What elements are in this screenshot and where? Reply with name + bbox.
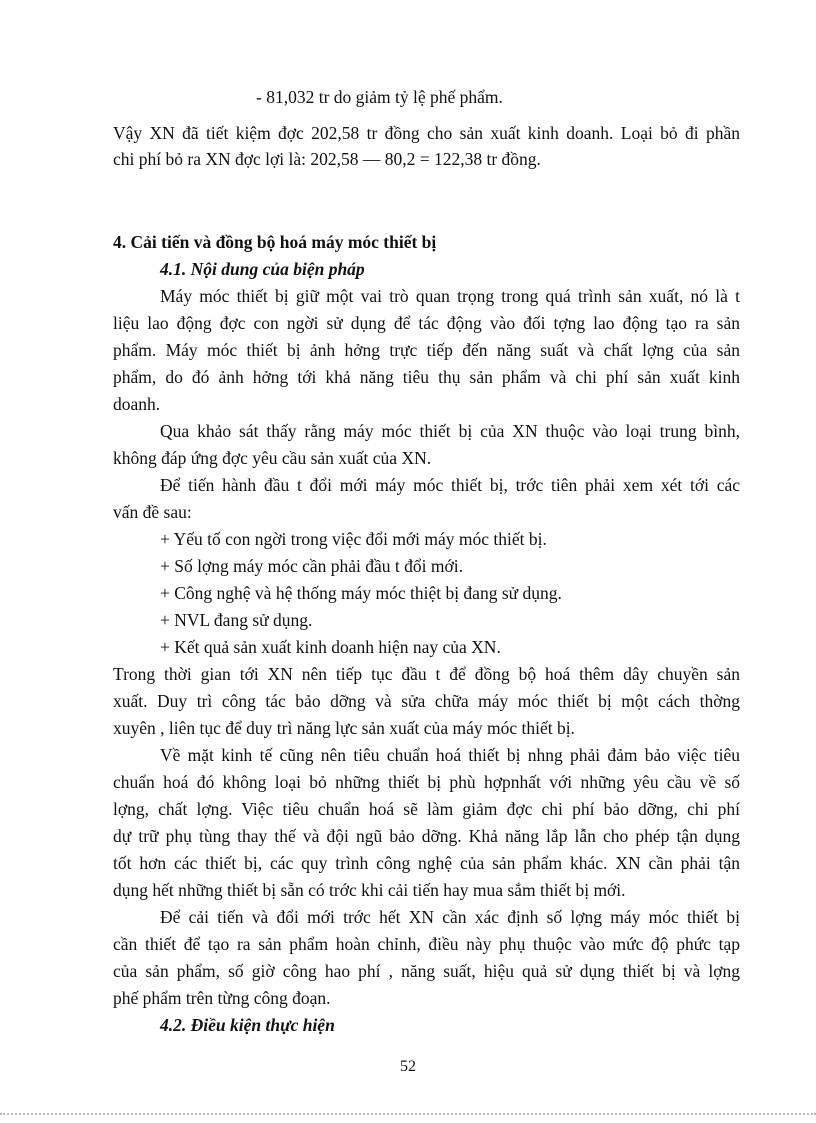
paragraph-line: doanh. (113, 394, 161, 414)
paragraph-line: liệu lao động đợc con ngời sử dụng để tác động vào đối tợng lao động tạo ra sản (113, 313, 740, 333)
paragraph-line: Vậy XN đã tiết kiệm đợc 202,58 tr đồng cho sản xuất kinh doanh. Loại bỏ đi phần (113, 123, 740, 143)
paragraph-line: cần thiết để tạo ra sản phẩm hoàn chỉnh, điều này phụ thuộc vào mức độ phức tạp (113, 934, 740, 954)
paragraph-line: Máy móc thiết bị giữ một vai trò quan trọng trong quá trình sản xuất, nó là t (160, 286, 740, 306)
paragraph-line: tốt hơn các thiết bị, các quy trình công nghệ của sản phẩm khác. XN cần phải tận (113, 853, 740, 873)
paragraph-line: chuẩn hoá đó không loại bỏ những thiết bị phù hợpnhất với những yêu cầu về số (113, 772, 740, 792)
paragraph-line: phẩm. Máy móc thiết bị ảnh hởng trực tiếp đến năng suất và chất lợng của sản (113, 340, 740, 360)
paragraph-line: dự trữ phụ tùng thay thế và đội ngũ bảo dỡng. Khả năng lắp lẫn cho phép tận dụng (113, 826, 740, 846)
paragraph-line: xuyên , liên tục để duy trì năng lực sản xuất của máy móc thiết bị. (113, 718, 575, 738)
paragraph-line: xuất. Duy trì công tác bảo dỡng và sửa chữa máy móc thiết bị một cách thờng (113, 691, 740, 711)
paragraph-line: phẩm, do đó ảnh hởng tới khả năng tiêu thụ sản phẩm và chi phí sản xuất kinh (113, 367, 740, 387)
paragraph-line: không đáp ứng đợc yêu cầu sản xuất của XN. (113, 448, 432, 468)
list-item: + Yếu tố con ngời trong việc đổi mới máy móc thiết bị. (160, 529, 547, 549)
paragraph-line: lợng, chất lợng. Việc tiêu chuẩn hoá sẽ làm giảm đợc chi phí bảo dỡng, chi phí (113, 799, 740, 819)
paragraph-line: của sản phẩm, số giờ công hao phí , năng suất, hiệu quả sử dụng thiết bị và lợng (113, 961, 740, 981)
list-item: + NVL đang sử dụng. (160, 610, 313, 630)
paragraph-line: vấn đề sau: (113, 502, 192, 522)
subsection-heading: 4.1. Nội dung của biện pháp (160, 259, 365, 279)
list-item: + Công nghệ và hệ thống máy móc thiệt bị đang sử dụng. (160, 583, 562, 603)
paragraph-line: Để cải tiến và đổi mới trớc hết XN cần xác định số lợng máy móc thiết bị (160, 907, 740, 927)
paragraph-line: dụng hết những thiết bị sẵn có trớc khi cải tiến hay mua sắm thiết bị mới. (113, 880, 626, 900)
list-item: + Kết quả sản xuất kinh doanh hiện nay của XN. (160, 637, 501, 657)
paragraph-line: Qua khảo sát thấy rằng máy móc thiết bị của XN thuộc vào loại trung bình, (160, 421, 740, 441)
section-heading: 4. Cải tiến và đồng bộ hoá máy móc thiết bị (113, 232, 437, 252)
page-bottom-border (0, 1113, 816, 1115)
paragraph-line: chi phí bỏ ra XN đợc lợi là: 202,58 — 80,2 = 122,38 tr đồng. (113, 149, 541, 169)
paragraph-line: Trong thời gian tới XN nên tiếp tục đầu t để đồng bộ hoá thêm dây chuyền sản (113, 664, 740, 684)
page-number: 52 (400, 1058, 416, 1075)
paragraph-line: Về mặt kinh tế cũng nên tiêu chuẩn hoá thiết bị nhng phải đảm bảo việc tiêu (160, 745, 740, 765)
paragraph-line: phế phẩm trên từng công đoạn. (113, 988, 331, 1008)
subsection-heading: 4.2. Điều kiện thực hiện (160, 1015, 335, 1035)
bullet-line: - 81,032 tr do giảm tỷ lệ phế phẩm. (256, 87, 503, 107)
list-item: + Số lợng máy móc cần phải đầu t đổi mới. (160, 556, 463, 576)
paragraph-line: Để tiến hành đầu t đổi mới máy móc thiết bị, trớc tiên phải xem xét tới các (160, 475, 740, 495)
